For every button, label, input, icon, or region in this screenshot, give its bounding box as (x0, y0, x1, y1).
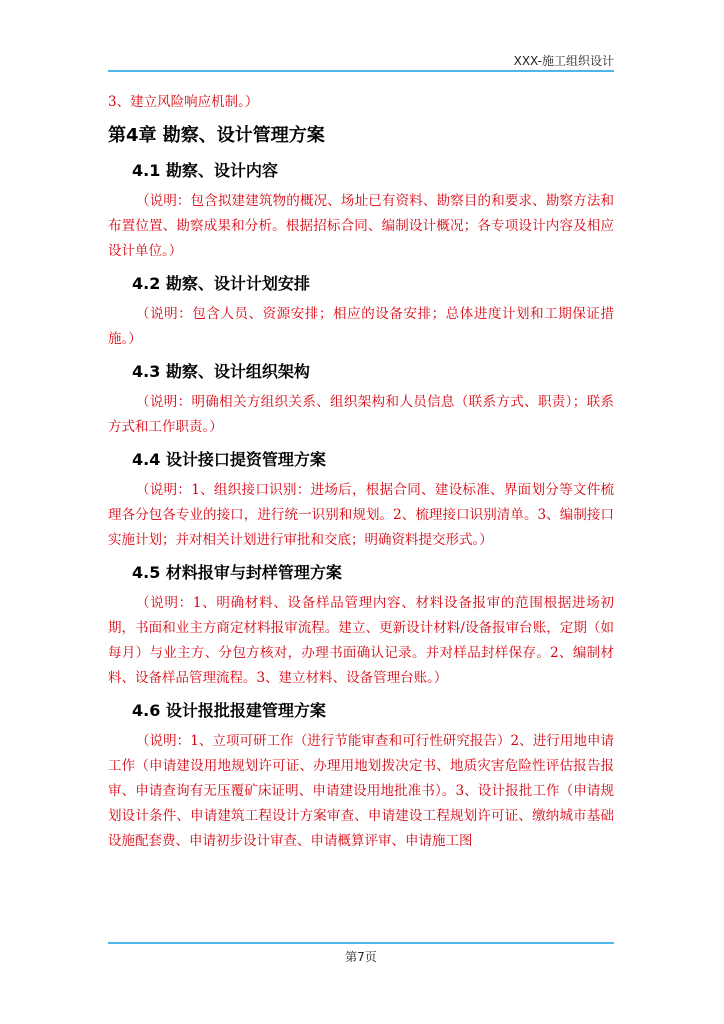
section-text: （说明：1、组织接口识别：进场后，根据合同、建设标准、界面划分等文件梳理各分包各专业的接口，进行统一识别和规划。2、梳理接口识别清单。3、编制接口实施计划；并对相关计划进行审批和交底；明确资料提交形式。） (108, 482, 614, 548)
chapter-title: 第4章 勘察、设计管理方案 (108, 125, 325, 146)
page-number: 第7页 (345, 950, 377, 964)
section-4-1 (108, 159, 614, 264)
section-text: （说明：1、明确材料、设备样品管理内容、材料设备报审的范围根据进场初期，书面和业主方商定材料报审流程。建立、更新设计材料/设备报审台账，定期（如每月）与业主方、分包方核对，办理书面确认记录。并对样品封样保存。2、编制材料、设备样品管理流程。3、建立材料、设备管理台账。） (108, 595, 614, 686)
footer-divider (108, 942, 614, 944)
section-4-2 (108, 272, 614, 352)
header-title: XXX-施工组织设计 (513, 54, 614, 68)
section-text: （说明：1、立项可研工作（进行节能审查和可行性研究报告）2、进行用地申请工作（申请建设用地规划许可证、办理用地划拨决定书、地质灾害危险性评估报告报审、申请查询有无压覆矿床证明、申请建设用地批准书）。3、设计报批工作（申请规划设计条件、申请建筑工程设计方案审查、申请建设工程规划许可证、缴纳城市基础设施配套费、申请初步设计审查、申请概算评审、申请施工图 (108, 733, 614, 849)
section-text: （说明：包含拟建建筑物的概况、场址已有资料、勘察目的和要求、勘察方法和布置位置、勘察成果和分析。根据招标合同、编制设计概况；各专项设计内容及相应设计单位。） (108, 193, 614, 259)
section-title: 4.2 勘察、设计计划安排 (132, 274, 310, 293)
document-body (108, 90, 614, 858)
section-text: （说明：包含人员、资源安排；相应的设备安排；总体进度计划和工期保证措施。） (108, 306, 614, 347)
section-4-5 (108, 561, 614, 691)
section-title: 4.3 勘察、设计组织架构 (132, 362, 310, 381)
intro-line: 3、建立风险响应机制。） (108, 94, 259, 110)
page-footer (108, 948, 614, 965)
section-title: 4.6 设计报批报建管理方案 (132, 701, 326, 720)
section-text: （说明：明确相关方组织关系、组织架构和人员信息（联系方式、职责）；联系方式和工作职责。） (108, 394, 614, 435)
section-title: 4.5 材料报审与封样管理方案 (132, 563, 342, 582)
section-4-4 (108, 448, 614, 553)
section-4-3 (108, 360, 614, 440)
section-title: 4.1 勘察、设计内容 (132, 161, 278, 180)
header-divider (108, 70, 614, 72)
section-title: 4.4 设计接口提资管理方案 (132, 450, 326, 469)
page-header (108, 52, 614, 70)
section-4-6 (108, 699, 614, 854)
